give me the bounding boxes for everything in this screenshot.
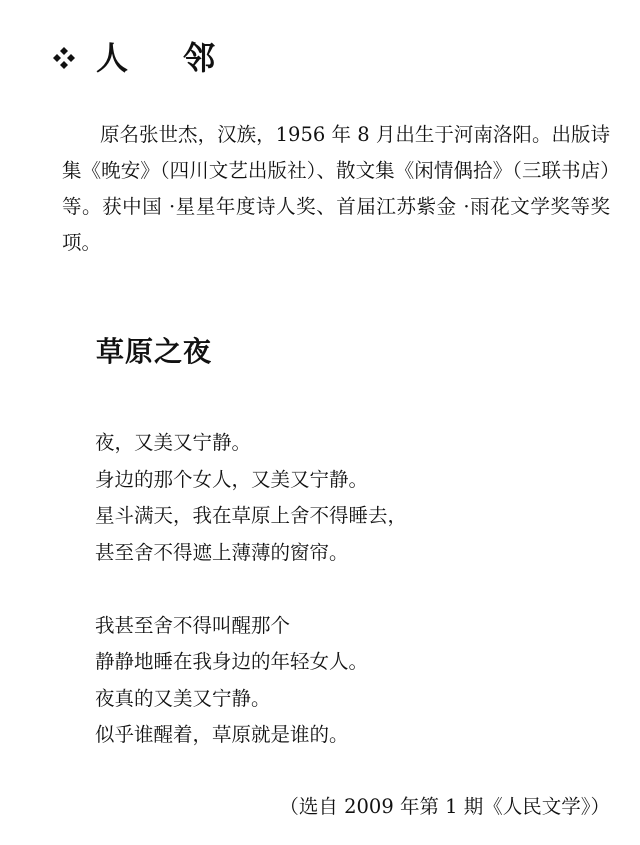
author-bio: 原名张世杰，汉族，1956 年 8 月出生于河南洛阳。出版诗集《晚安》（四川文艺出版社）、散文集《闲情偶拾》（三联书店）等。获中国 ·星星年度诗人奖、首届江苏紫金 ·雨花文学奖等奖项。 [62,123,610,254]
poem-body [95,425,407,754]
source-citation: （选自 2009 年第 1 期《人民文学》） [279,795,610,818]
author-name: 人 邻 [96,39,238,77]
poem-line: 似乎谁醒着，草原就是谁的。 [95,723,349,746]
poem-line: 夜，又美又宁静。 [95,431,252,454]
poem-line: 静静地睡在我身边的年轻女人。 [95,650,369,673]
poem-stanza-1 [95,425,407,571]
author-header [52,38,237,78]
four-diamond-ornament-icon [52,46,76,70]
poem-line: 夜真的又美又宁静。 [95,686,271,710]
poem-line: 星斗满天，我在草原上舍不得睡去， [95,504,408,527]
poem-line: 身边的那个女人，又美又宁静。 [95,467,369,491]
poem-title: 草原之夜 [96,335,213,368]
poem-line: 甚至舍不得遮上薄薄的窗帘。 [95,540,349,564]
poem-line: 我甚至舍不得叫醒那个 [95,613,291,637]
poem-stanza-2 [95,608,407,754]
